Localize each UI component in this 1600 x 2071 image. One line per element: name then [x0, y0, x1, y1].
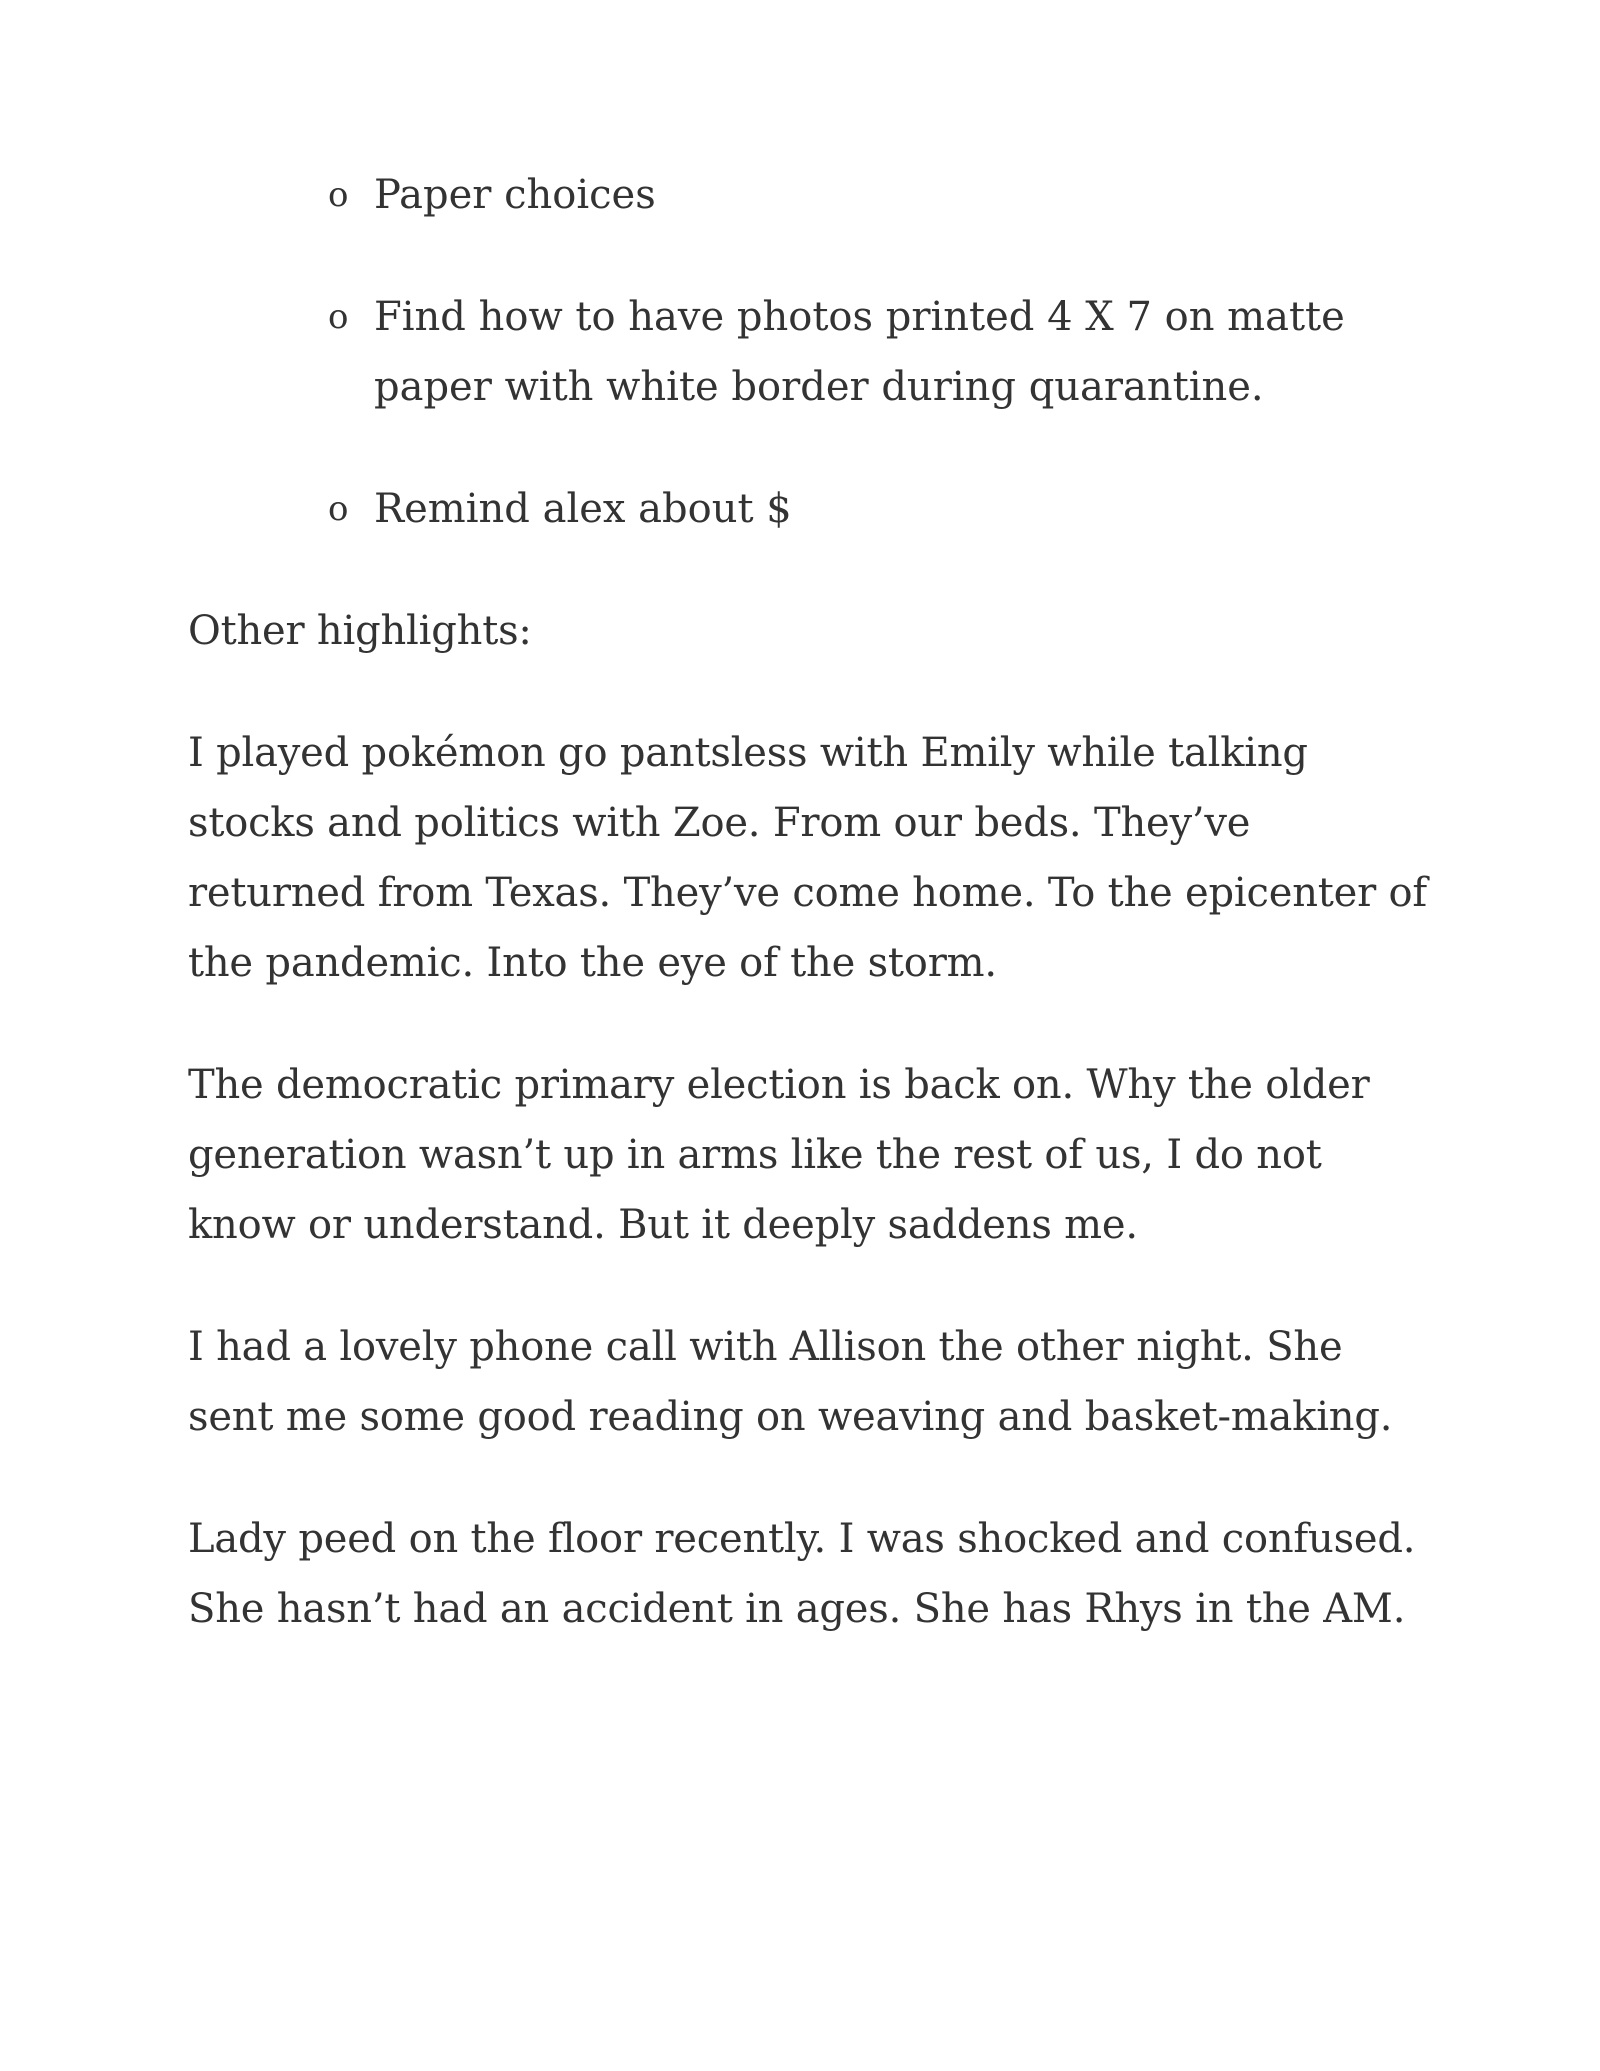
list-item: [188, 282, 1428, 422]
bullet-circle-icon: o: [328, 489, 349, 529]
section-heading: Other highlights:: [188, 608, 532, 654]
list-item-text: Find how to have photos printed 4 X 7 on matte paper with white border during quarantine.: [374, 294, 1345, 410]
bullet-circle-icon: o: [328, 175, 349, 215]
paragraph: Lady peed on the floor recently. I was shocked and confused. She hasn’t had an accident in ages. She has Rhys in the AM.: [188, 1516, 1416, 1632]
sub-bullet-list: [188, 160, 1428, 544]
document-body: [188, 160, 1428, 1696]
paragraph: I played pokémon go pantsless with Emily while talking stocks and politics with Zoe. From our beds. They’ve returned from Texas. They’ve come home. To the epicenter of the pandemic. Into the eye of the storm.: [188, 730, 1428, 986]
list-item-text: Remind alex about $: [374, 486, 792, 532]
paragraph: I had a lovely phone call with Allison the other night. She sent me some good reading on weaving and basket-making.: [188, 1324, 1393, 1440]
list-item: [188, 160, 1428, 230]
list-item-text: Paper choices: [374, 172, 656, 218]
list-item: [188, 474, 1428, 544]
paragraph: The democratic primary election is back on. Why the older generation wasn’t up in arms like the rest of us, I do not know or understand. But it deeply saddens me.: [188, 1062, 1370, 1248]
bullet-circle-icon: o: [328, 297, 349, 337]
